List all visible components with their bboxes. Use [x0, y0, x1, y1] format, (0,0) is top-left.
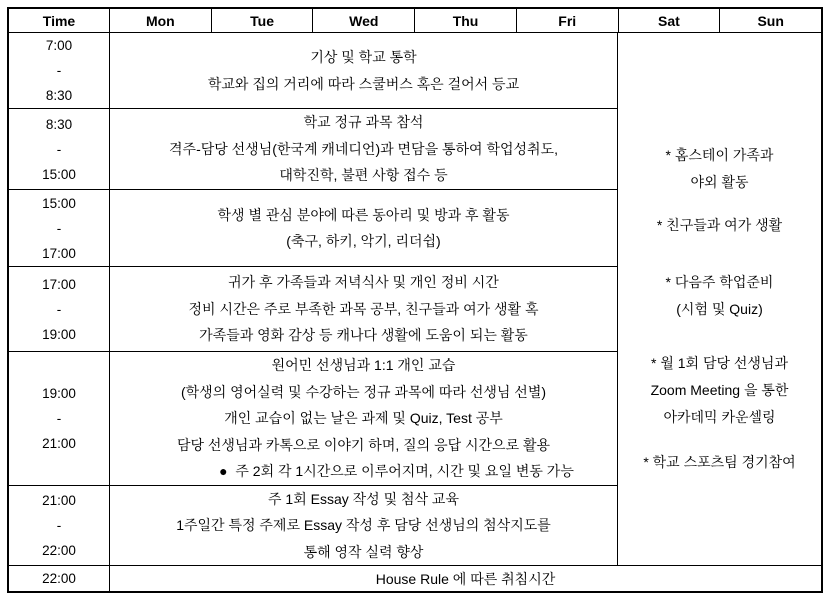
table-row-dinner-personal-time: [9, 267, 618, 352]
time-start: 19:00: [42, 386, 76, 401]
time-start: 17:00: [42, 276, 76, 292]
time-dash: -: [56, 220, 62, 236]
time-end: 15:00: [42, 166, 76, 182]
activity-line: 원어민 선생님과 1:1 개인 교습: [271, 357, 456, 374]
activity-line: 개인 교습이 없는 날은 과제 및 Quiz, Test 공부: [224, 410, 503, 427]
header-cell-thu: Thu: [415, 9, 517, 32]
time-cell: [9, 33, 110, 108]
time-cell: [9, 267, 110, 351]
table-row-after-school: [9, 190, 618, 267]
activity-line: 대학진학, 불편 사항 접수 등: [279, 167, 448, 184]
table-row-school-classes: [9, 109, 618, 190]
time-cell: [9, 352, 110, 485]
time-start: 7:00: [45, 38, 73, 53]
weekend-activity-zoom-counseling: [618, 350, 821, 431]
time-dash: -: [56, 518, 62, 533]
time-start: 15:00: [42, 195, 76, 211]
activity-cell: [110, 109, 618, 189]
weekend-line: Zoom Meeting 을 통한: [650, 382, 789, 398]
weekend-merged-cell: [618, 33, 821, 565]
activity-line: (학생의 영어실력 및 수강하는 정규 과목에 따라 선생님 선별): [180, 383, 547, 400]
time-start: 21:00: [42, 493, 76, 508]
time-dash: -: [56, 411, 62, 426]
time-dash: -: [56, 141, 62, 157]
activity-line: 학교 정규 과목 참석: [303, 114, 424, 131]
activity-line: 주 1회 Essay 작성 및 첨삭 교육: [268, 490, 459, 507]
activity-line: 학교와 집의 거리에 따라 스쿨버스 혹은 걸어서 등교: [207, 75, 520, 92]
time-end: 8:30: [45, 88, 73, 103]
header-cell-sat: Sat: [619, 9, 721, 32]
activity-line: 격주-담당 선생님(한국계 캐네디언)과 면담을 통하여 학업성취도,: [169, 140, 558, 157]
weekly-schedule-table: [7, 7, 823, 593]
activity-bullet-line: ● 주 2회 각 1시간으로 이루어지며, 시간 및 요일 변동 가능: [219, 463, 574, 480]
weekend-line: (시험 및 Quiz): [676, 301, 763, 317]
table-row-morning-commute: [9, 33, 618, 109]
time-dash: -: [56, 63, 62, 78]
activity-cell: [110, 486, 618, 565]
table-header-row: [9, 9, 821, 33]
weekend-activity-study-prep: [618, 269, 821, 323]
activity-line: 담당 선생님과 카톡으로 이야기 하며, 질의 응답 시간으로 활용: [176, 436, 551, 453]
weekend-line: * 친구들과 여가 생활: [656, 217, 783, 233]
activity-cell: [110, 352, 618, 485]
table-row-bedtime: [9, 565, 821, 591]
weekend-line: 야외 활동: [690, 174, 749, 190]
activity-line: (축구, 하키, 악기, 리더쉽): [286, 233, 441, 249]
weekend-line: * 홈스테이 가족과: [665, 147, 774, 163]
table-row-essay-writing: [9, 486, 618, 565]
activity-line: 1주일간 특정 주제로 Essay 작성 후 담당 선생님의 첨삭지도를: [176, 517, 551, 534]
time-dash: -: [56, 301, 62, 317]
table-body: [9, 33, 821, 591]
header-cell-time: Time: [9, 9, 110, 32]
weekend-line: * 월 1회 담당 선생님과: [651, 355, 788, 371]
activity-line: 기상 및 학교 통학: [310, 49, 417, 65]
time-end: 21:00: [42, 436, 76, 451]
time-cell: [9, 109, 110, 189]
header-cell-fri: Fri: [517, 9, 619, 32]
time-end: 17:00: [42, 245, 76, 261]
activity-line: 정비 시간은 주로 부족한 과목 공부, 친구들과 여가 생활 혹: [188, 300, 539, 317]
activity-cell: [110, 267, 618, 351]
weekend-line: * 학교 스포츠팀 경기참여: [643, 454, 796, 470]
time-end: 22:00: [42, 543, 76, 558]
weekend-activity-friends: [618, 212, 821, 239]
header-cell-tue: Tue: [212, 9, 314, 32]
activity-line: 학생 별 관심 분야에 따른 동아리 및 방과 후 활동: [217, 206, 510, 223]
header-cell-mon: Mon: [110, 9, 212, 32]
weekend-activity-sports: [618, 449, 821, 476]
weekend-line: * 다음주 학업준비: [665, 274, 774, 290]
time-cell: [9, 190, 110, 266]
time-cell: [9, 486, 110, 565]
weekend-activity-homestay: [618, 142, 821, 196]
header-cell-wed: Wed: [313, 9, 415, 32]
header-cell-sun: Sun: [757, 12, 784, 29]
activity-cell: [110, 190, 618, 266]
time-cell: 22:00: [9, 566, 110, 591]
table-row-private-tutoring: [9, 352, 618, 486]
activity-line: 가족들과 영화 감상 등 캐나다 생활에 도움이 되는 활동: [199, 327, 528, 344]
activity-cell: [110, 33, 618, 108]
bedtime-text: House Rule 에 따른 취침시간: [375, 570, 556, 587]
activity-line: 귀가 후 가족들과 저녁식사 및 개인 정비 시간: [228, 274, 499, 291]
time-end: 19:00: [42, 326, 76, 342]
time-start: 8:30: [45, 116, 73, 132]
activity-line: 통해 영작 실력 향상: [303, 543, 424, 560]
weekend-line: 아카데믹 카운셀링: [663, 409, 776, 425]
